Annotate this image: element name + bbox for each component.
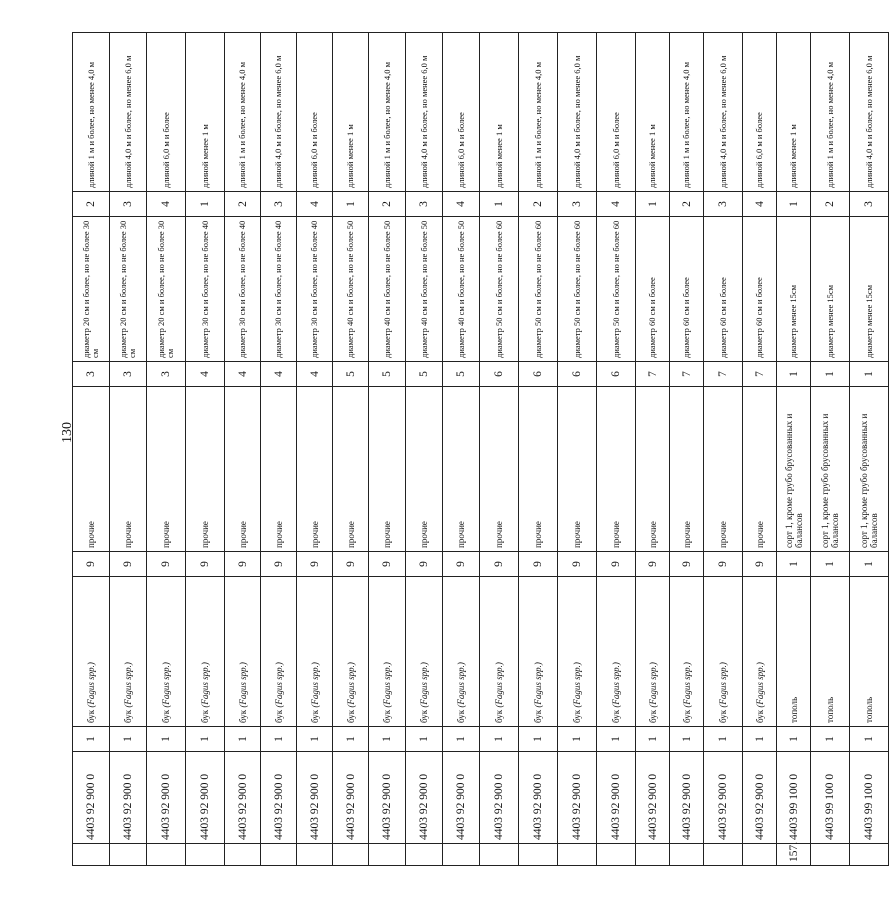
subheading-cell: [636, 844, 670, 866]
length-cell: длиной менее 1 м: [333, 33, 369, 192]
length-number-cell: 3: [261, 192, 297, 217]
species-name: бук: [86, 709, 96, 723]
level-number-cell: 1: [406, 727, 443, 752]
level-number-cell: 1: [186, 727, 225, 752]
species-latin-name: (Fagus spp.): [382, 662, 392, 708]
diameter-cell: диаметр менее 15см: [811, 217, 850, 362]
sort-cell: прочие: [73, 387, 110, 552]
table-row: [597, 33, 636, 866]
diameter-cell: диаметр 50 см и более, но не более 60: [519, 217, 558, 362]
diameter-number-cell: 7: [670, 362, 704, 387]
diameter-cell: диаметр 50 см и более, но не более 60: [597, 217, 636, 362]
length-number-cell: 2: [811, 192, 850, 217]
sort-number-cell: 9: [186, 552, 225, 577]
length-cell: длиной 1 м и более, но менее 4,0 м: [811, 33, 850, 192]
species-name: бук: [237, 709, 248, 723]
length-cell: длиной 1 м и более, но менее 4,0 м: [670, 33, 704, 192]
level-number-cell: 1: [147, 727, 186, 752]
code-cell: 4403 92 900 0: [704, 752, 743, 844]
subheading-cell: [261, 844, 297, 866]
subheading-cell: [443, 844, 480, 866]
table-row: [743, 33, 777, 866]
length-cell: длиной менее 1 м: [480, 33, 519, 192]
diameter-cell: диаметр 40 см и более, но не более 50: [333, 217, 369, 362]
length-cell: длиной 4,0 м и более, но менее 6,0 м: [261, 33, 297, 192]
species-cell: [186, 577, 225, 727]
diameter-number-cell: 6: [519, 362, 558, 387]
sort-number-cell: 1: [811, 552, 850, 577]
sort-cell: прочие: [225, 387, 261, 552]
species-name: бук: [200, 709, 210, 723]
species-cell: [147, 577, 186, 727]
species-latin-name: (Fagus spp.): [494, 662, 504, 708]
sort-number-cell: 9: [519, 552, 558, 577]
page-number: 130: [60, 422, 75, 443]
length-number-cell: 4: [597, 192, 636, 217]
diameter-cell: диаметр 20 см и более, но не более 30 см: [147, 217, 186, 362]
table-row: [406, 33, 443, 866]
level-number-cell: 1: [811, 727, 850, 752]
sort-cell: прочие: [186, 387, 225, 552]
length-cell: длиной 1 м и более, но менее 4,0 м: [225, 33, 261, 192]
length-cell: длиной 4,0 м и более, но менее 6,0 м: [406, 33, 443, 192]
subheading-cell: [811, 844, 850, 866]
species-cell: [850, 577, 889, 727]
length-cell: длиной менее 1 м: [636, 33, 670, 192]
subheading-cell: [73, 844, 110, 866]
species-latin-name: (Fagus spp.): [161, 662, 171, 708]
sort-number-cell: 9: [225, 552, 261, 577]
species-cell: [558, 577, 597, 727]
table-row: [811, 33, 850, 866]
species-latin-name: (Fagus spp.): [123, 662, 133, 708]
species-cell: [406, 577, 443, 727]
length-cell: длиной 4,0 м и более, но менее 6,0 м: [850, 33, 889, 192]
diameter-number-cell: 3: [73, 362, 110, 387]
diameter-cell: диаметр 30 см и более, но не более 40: [261, 217, 297, 362]
level-number-cell: 1: [225, 727, 261, 752]
species-name: бук: [533, 709, 543, 723]
sort-number-cell: 9: [480, 552, 519, 577]
species-name: бук: [456, 709, 466, 723]
species-name: бук: [309, 709, 320, 723]
code-cell: 4403 92 900 0: [147, 752, 186, 844]
length-number-cell: 4: [297, 192, 333, 217]
species-name: бук: [754, 709, 765, 723]
length-number-cell: 2: [225, 192, 261, 217]
code-cell: 4403 92 900 0: [73, 752, 110, 844]
length-number-cell: 3: [110, 192, 147, 217]
code-cell: 4403 92 900 0: [406, 752, 443, 844]
species-name: бук: [718, 709, 728, 723]
table-row: [73, 33, 110, 866]
diameter-cell: диаметр 20 см и более, но не более 30 см: [110, 217, 147, 362]
species-cell: [333, 577, 369, 727]
species-name: бук: [382, 709, 392, 723]
species-latin-name: (Fagus spp.): [718, 662, 728, 708]
table-row: [519, 33, 558, 866]
table-row: [333, 33, 369, 866]
diameter-cell: диаметр 20 см и более, но не более 30 см: [73, 217, 110, 362]
subheading-cell: [369, 844, 406, 866]
sort-cell: прочие: [110, 387, 147, 552]
length-number-cell: 2: [73, 192, 110, 217]
code-cell: 4403 92 900 0: [297, 752, 333, 844]
code-cell: 4403 92 900 0: [333, 752, 369, 844]
species-cell: [297, 577, 333, 727]
species-cell: [443, 577, 480, 727]
species-latin-name: (Fagus spp.): [345, 662, 356, 708]
code-cell: 4403 92 900 0: [670, 752, 704, 844]
species-cell: [110, 577, 147, 727]
sort-number-cell: 9: [743, 552, 777, 577]
level-number-cell: 1: [636, 727, 670, 752]
level-number-cell: 1: [743, 727, 777, 752]
sort-cell: прочие: [261, 387, 297, 552]
sort-number-cell: 9: [110, 552, 147, 577]
sort-number-cell: 9: [443, 552, 480, 577]
species-cell: [743, 577, 777, 727]
subheading-cell: [480, 844, 519, 866]
species-latin-name: (Fagus spp.): [86, 662, 96, 708]
sort-number-cell: 9: [297, 552, 333, 577]
sort-number-cell: 1: [777, 552, 811, 577]
sort-number-cell: 9: [704, 552, 743, 577]
species-latin-name: (Fagus spp.): [419, 662, 429, 708]
level-number-cell: 1: [261, 727, 297, 752]
length-cell: длиной 6,0 м и более: [743, 33, 777, 192]
sort-number-cell: 9: [147, 552, 186, 577]
level-number-cell: 1: [704, 727, 743, 752]
species-name: тополь: [864, 696, 874, 723]
diameter-number-cell: 5: [369, 362, 406, 387]
diameter-number-cell: 1: [850, 362, 889, 387]
length-number-cell: 1: [333, 192, 369, 217]
species-cell: [704, 577, 743, 727]
length-number-cell: 3: [558, 192, 597, 217]
table-row: [147, 33, 186, 866]
length-cell: длиной 4,0 м и более, но менее 6,0 м: [704, 33, 743, 192]
length-number-cell: 3: [850, 192, 889, 217]
length-number-cell: 4: [743, 192, 777, 217]
length-cell: длиной 6,0 м и более: [147, 33, 186, 192]
sort-number-cell: 9: [406, 552, 443, 577]
code-cell: 4403 92 900 0: [186, 752, 225, 844]
subheading-cell: [147, 844, 186, 866]
diameter-number-cell: 1: [811, 362, 850, 387]
sort-cell: прочие: [369, 387, 406, 552]
sort-number-cell: 9: [670, 552, 704, 577]
species-latin-name: (Fagus spp.): [200, 662, 210, 708]
species-name: бук: [611, 709, 621, 723]
diameter-cell: диаметр менее 15см: [850, 217, 889, 362]
code-cell: 4403 99 100 0: [850, 752, 889, 844]
table-row: [225, 33, 261, 866]
table-row: [777, 33, 811, 866]
length-cell: длиной 6,0 м и более: [597, 33, 636, 192]
species-name: бук: [494, 709, 504, 723]
species-name: бук: [123, 709, 133, 723]
diameter-number-cell: 3: [147, 362, 186, 387]
level-number-cell: 1: [670, 727, 704, 752]
table-row: [369, 33, 406, 866]
sort-cell: прочие: [480, 387, 519, 552]
length-number-cell: 2: [369, 192, 406, 217]
sort-cell: прочие: [443, 387, 480, 552]
level-number-cell: 1: [480, 727, 519, 752]
species-latin-name: (Fagus spp.): [533, 662, 543, 708]
diameter-cell: диаметр 60 см и более: [636, 217, 670, 362]
sort-cell: сорт 1, кроме грубо брусованных и балансов: [811, 387, 850, 552]
subheading-cell: [186, 844, 225, 866]
species-name: бук: [419, 709, 429, 723]
subheading-cell: [225, 844, 261, 866]
species-cell: [519, 577, 558, 727]
length-cell: длиной 1 м и более, но менее 4,0 м: [73, 33, 110, 192]
species-cell: [636, 577, 670, 727]
subheading-cell: [519, 844, 558, 866]
level-number-cell: 1: [597, 727, 636, 752]
length-cell: длиной менее 1 м: [186, 33, 225, 192]
sort-cell: сорт 1, кроме грубо брусованных и балансов: [777, 387, 811, 552]
table-row: [636, 33, 670, 866]
sort-cell: прочие: [519, 387, 558, 552]
code-cell: 4403 92 900 0: [636, 752, 670, 844]
species-cell: [73, 577, 110, 727]
diameter-number-cell: 5: [443, 362, 480, 387]
diameter-cell: диаметр 40 см и более, но не более 50: [369, 217, 406, 362]
diameter-number-cell: 4: [297, 362, 333, 387]
table-row: [670, 33, 704, 866]
species-cell: [369, 577, 406, 727]
diameter-cell: диаметр 30 см и более, но не более 40: [297, 217, 333, 362]
subheading-cell: 157.: [777, 844, 811, 866]
subheading-cell: [333, 844, 369, 866]
code-cell: 4403 92 900 0: [225, 752, 261, 844]
sort-number-cell: 9: [261, 552, 297, 577]
code-cell: 4403 92 900 0: [558, 752, 597, 844]
sort-cell: прочие: [743, 387, 777, 552]
diameter-number-cell: 5: [406, 362, 443, 387]
species-name: тополь: [788, 696, 799, 723]
table-row: [850, 33, 889, 866]
species-cell: [811, 577, 850, 727]
diameter-number-cell: 7: [743, 362, 777, 387]
level-number-cell: 1: [443, 727, 480, 752]
subheading-cell: [670, 844, 704, 866]
sort-number-cell: 9: [333, 552, 369, 577]
sort-cell: сорт 1, кроме грубо брусованных и балансов: [850, 387, 889, 552]
sort-cell: прочие: [558, 387, 597, 552]
sort-number-cell: 9: [558, 552, 597, 577]
length-number-cell: 4: [147, 192, 186, 217]
length-cell: длиной 1 м и более, но менее 4,0 м: [519, 33, 558, 192]
species-cell: [225, 577, 261, 727]
diameter-number-cell: 3: [110, 362, 147, 387]
table-row: [186, 33, 225, 866]
code-cell: 4403 99 100 0: [811, 752, 850, 844]
diameter-cell: диаметр 40 см и более, но не более 50: [443, 217, 480, 362]
length-number-cell: 1: [186, 192, 225, 217]
table-body: [73, 33, 889, 866]
level-number-cell: 1: [519, 727, 558, 752]
species-name: тополь: [825, 696, 835, 723]
subheading-cell: [110, 844, 147, 866]
diameter-number-cell: 6: [480, 362, 519, 387]
level-number-cell: 1: [297, 727, 333, 752]
diameter-number-cell: 6: [558, 362, 597, 387]
species-latin-name: (Fagus spp.): [309, 662, 320, 708]
diameter-number-cell: 5: [333, 362, 369, 387]
species-cell: [670, 577, 704, 727]
length-cell: длиной 1 м и более, но менее 4,0 м: [369, 33, 406, 192]
diameter-cell: диаметр 60 см и более: [670, 217, 704, 362]
species-latin-name: (Fagus spp.): [237, 662, 248, 708]
sort-cell: прочие: [670, 387, 704, 552]
diameter-cell: диаметр менее 15см: [777, 217, 811, 362]
species-name: бук: [681, 709, 692, 723]
length-number-cell: 1: [636, 192, 670, 217]
tariff-table-container: [72, 33, 889, 866]
table-row: [110, 33, 147, 866]
species-name: бук: [273, 709, 284, 723]
species-name: бук: [345, 709, 356, 723]
subheading-cell: [597, 844, 636, 866]
diameter-number-cell: 4: [261, 362, 297, 387]
diameter-cell: диаметр 60 см и более: [704, 217, 743, 362]
table-row: [443, 33, 480, 866]
table-row: [558, 33, 597, 866]
table-row: [297, 33, 333, 866]
species-latin-name: (Fagus spp.): [611, 662, 621, 708]
sort-cell: прочие: [147, 387, 186, 552]
level-number-cell: 1: [333, 727, 369, 752]
level-number-cell: 1: [558, 727, 597, 752]
species-latin-name: (Fagus spp.): [572, 662, 582, 708]
subheading-cell: [558, 844, 597, 866]
code-cell: 4403 99 100 0: [777, 752, 811, 844]
length-number-cell: 3: [704, 192, 743, 217]
length-number-cell: 4: [443, 192, 480, 217]
diameter-cell: диаметр 50 см и более, но не более 60: [480, 217, 519, 362]
species-name: бук: [572, 709, 582, 723]
sort-number-cell: 9: [73, 552, 110, 577]
level-number-cell: 1: [850, 727, 889, 752]
sort-number-cell: 9: [369, 552, 406, 577]
level-number-cell: 1: [777, 727, 811, 752]
species-name: бук: [161, 709, 171, 723]
species-name: бук: [647, 709, 658, 723]
sort-number-cell: 1: [850, 552, 889, 577]
sort-cell: прочие: [704, 387, 743, 552]
sort-cell: прочие: [333, 387, 369, 552]
sort-cell: прочие: [597, 387, 636, 552]
length-number-cell: 1: [480, 192, 519, 217]
length-number-cell: 2: [519, 192, 558, 217]
sort-cell: прочие: [406, 387, 443, 552]
length-cell: длиной 6,0 м и более: [443, 33, 480, 192]
code-cell: 4403 92 900 0: [261, 752, 297, 844]
diameter-cell: диаметр 60 см и более: [743, 217, 777, 362]
diameter-number-cell: 4: [186, 362, 225, 387]
code-cell: 4403 92 900 0: [519, 752, 558, 844]
length-number-cell: 3: [406, 192, 443, 217]
species-latin-name: (Fagus spp.): [456, 662, 466, 708]
subheading-cell: [406, 844, 443, 866]
code-cell: 4403 92 900 0: [443, 752, 480, 844]
diameter-cell: диаметр 40 см и более, но не более 50: [406, 217, 443, 362]
species-cell: [480, 577, 519, 727]
sort-cell: прочие: [636, 387, 670, 552]
species-cell: [777, 577, 811, 727]
code-cell: 4403 92 900 0: [480, 752, 519, 844]
code-cell: 4403 92 900 0: [743, 752, 777, 844]
length-cell: длиной 6,0 м и более: [297, 33, 333, 192]
table-row: [480, 33, 519, 866]
sort-number-cell: 9: [597, 552, 636, 577]
length-cell: длиной менее 1 м: [777, 33, 811, 192]
diameter-number-cell: 4: [225, 362, 261, 387]
diameter-number-cell: 6: [597, 362, 636, 387]
diameter-number-cell: 1: [777, 362, 811, 387]
level-number-cell: 1: [369, 727, 406, 752]
species-cell: [261, 577, 297, 727]
species-cell: [597, 577, 636, 727]
subheading-cell: [743, 844, 777, 866]
species-latin-name: (Fagus spp.): [754, 662, 765, 708]
level-number-cell: 1: [73, 727, 110, 752]
code-cell: 4403 92 900 0: [110, 752, 147, 844]
table-row: [261, 33, 297, 866]
code-cell: 4403 92 900 0: [597, 752, 636, 844]
length-number-cell: 2: [670, 192, 704, 217]
species-latin-name: (Fagus spp.): [647, 662, 658, 708]
sort-number-cell: 9: [636, 552, 670, 577]
length-cell: длиной 4,0 м и более, но менее 6,0 м: [558, 33, 597, 192]
diameter-number-cell: 7: [704, 362, 743, 387]
table-row: [704, 33, 743, 866]
diameter-number-cell: 7: [636, 362, 670, 387]
sort-cell: прочие: [297, 387, 333, 552]
subheading-cell: [297, 844, 333, 866]
species-latin-name: (Fagus spp.): [273, 662, 284, 708]
subheading-cell: [704, 844, 743, 866]
code-cell: 4403 92 900 0: [369, 752, 406, 844]
length-number-cell: 1: [777, 192, 811, 217]
subheading-cell: [850, 844, 889, 866]
diameter-cell: диаметр 30 см и более, но не более 40: [225, 217, 261, 362]
diameter-cell: диаметр 50 см и более, но не более 60: [558, 217, 597, 362]
level-number-cell: 1: [110, 727, 147, 752]
diameter-cell: диаметр 30 см и более, но не более 40: [186, 217, 225, 362]
tariff-table: [72, 32, 889, 866]
length-cell: длиной 4,0 м и более, но менее 6,0 м: [110, 33, 147, 192]
species-latin-name: (Fagus spp.): [681, 662, 692, 708]
